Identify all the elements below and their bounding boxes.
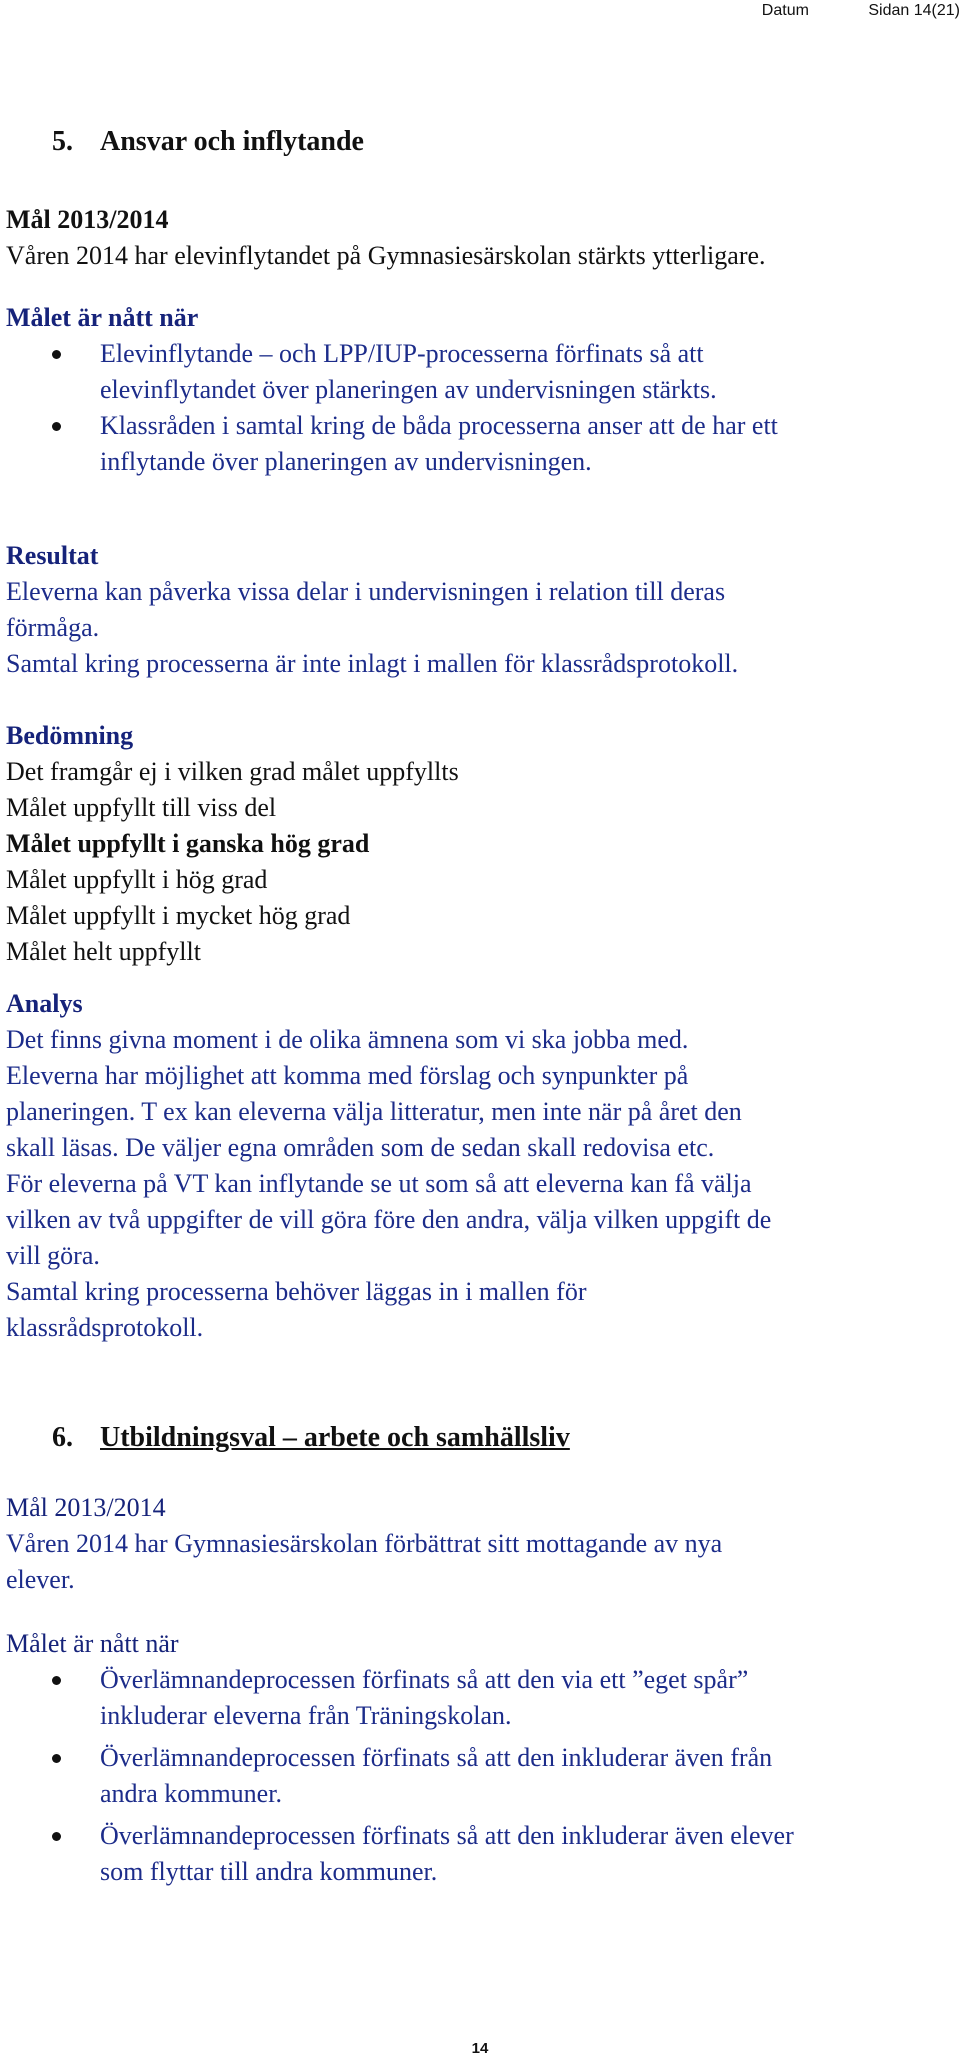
criteria-line: Elevinflytande – och LPP/IUP-processerna förfinats så att (100, 339, 704, 368)
section-5-goal (6, 202, 951, 274)
section-5-heading (52, 126, 364, 158)
analysis-line: Samtal kring processerna behöver läggas in i mallen för (6, 1277, 587, 1306)
section-5-analysis-title: Analys (6, 989, 83, 1018)
section-5-number: 5. (52, 126, 73, 157)
section-5-goal-text: Våren 2014 har elevinflytandet på Gymnasiesärskolan stärkts ytterligare. (6, 241, 766, 270)
result-line: Samtal kring processerna är inte inlagt i mallen för klassrådsprotokoll. (6, 649, 739, 678)
criteria-line: Överlämnandeprocessen förfinats så att den inkluderar även från (100, 1743, 773, 1772)
list-item (6, 1662, 951, 1734)
section-5-criteria (6, 300, 951, 480)
assessment-option: Målet uppfyllt till viss del (6, 793, 277, 822)
section-5-result-title: Resultat (6, 541, 99, 570)
section-6-criteria-list (6, 1662, 951, 1890)
section-6-goal-line: Våren 2014 har Gymnasiesärskolan förbättrat sitt mottagande av nya (6, 1529, 723, 1558)
bullet-icon (52, 350, 61, 359)
result-line: Eleverna kan påverka vissa delar i undervisningen i relation till deras (6, 577, 726, 606)
section-6-criteria (6, 1626, 951, 1890)
criteria-line: Överlämnandeprocessen förfinats så att den inkluderar även elever (100, 1821, 794, 1850)
criteria-line: som flyttar till andra kommuner. (100, 1857, 438, 1886)
analysis-line: För eleverna på VT kan inflytande se ut som så att eleverna kan få välja (6, 1169, 752, 1198)
criteria-line: inflytande över planeringen av undervisningen. (100, 447, 592, 476)
list-item (6, 336, 951, 408)
page-header (762, 2, 960, 20)
result-line: förmåga. (6, 613, 100, 642)
section-6-goal-line: elever. (6, 1565, 75, 1594)
bullet-icon (52, 1832, 61, 1841)
bullet-icon (52, 1676, 61, 1685)
bullet-icon (52, 1754, 61, 1763)
section-5-assessment (6, 718, 951, 970)
analysis-line: Det finns givna moment i de olika ämnena som vi ska jobba med. (6, 1025, 689, 1054)
analysis-line: vill göra. (6, 1241, 100, 1270)
criteria-line: elevinflytandet över planeringen av undervisningen stärkts. (100, 375, 717, 404)
section-5-assessment-title: Bedömning (6, 721, 134, 750)
section-6-goal-title: Mål 2013/2014 (6, 1493, 166, 1522)
analysis-line: planeringen. T ex kan eleverna välja litteratur, men inte när på året den (6, 1097, 742, 1126)
bullet-icon (52, 422, 61, 431)
section-6-criteria-title: Målet är nått när (6, 1629, 179, 1658)
section-6-goal (6, 1490, 951, 1598)
assessment-option: Målet helt uppfyllt (6, 937, 201, 966)
list-item (6, 408, 951, 480)
section-5-criteria-title: Målet är nått när (6, 303, 199, 332)
criteria-line: inkluderar eleverna från Träningskolan. (100, 1701, 512, 1730)
assessment-option: Målet uppfyllt i mycket hög grad (6, 901, 351, 930)
page-number: 14 (471, 2040, 489, 2057)
criteria-line: Överlämnandeprocessen förfinats så att den via ett ”eget spår” (100, 1665, 749, 1694)
section-6-number: 6. (52, 1422, 73, 1453)
header-date: Datum (761, 2, 809, 19)
assessment-option: Målet uppfyllt i hög grad (6, 865, 268, 894)
assessment-option-selected: Målet uppfyllt i ganska hög grad (6, 829, 370, 858)
header-page-count: Sidan 14(21) (868, 2, 960, 19)
section-5-result (6, 538, 951, 682)
criteria-line: andra kommuner. (100, 1779, 282, 1808)
criteria-line: Klassråden i samtal kring de båda processerna anser att de har ett (100, 411, 778, 440)
section-5-analysis (6, 986, 951, 1346)
section-5-title: Ansvar och inflytande (100, 126, 364, 157)
analysis-line: skall läsas. De väljer egna områden som de sedan skall redovisa etc. (6, 1133, 715, 1162)
list-item (6, 1740, 951, 1812)
section-5-criteria-list (6, 336, 951, 480)
assessment-option: Det framgår ej i vilken grad målet uppfyllts (6, 757, 459, 786)
section-6-heading (52, 1422, 570, 1454)
section-5-goal-title: Mål 2013/2014 (6, 205, 169, 234)
analysis-line: klassrådsprotokoll. (6, 1313, 204, 1342)
section-6-title: Utbildningsval – arbete och samhällsliv (100, 1422, 570, 1453)
list-item (6, 1818, 951, 1890)
analysis-line: vilken av två uppgifter de vill göra före den andra, välja vilken uppgift de (6, 1205, 772, 1234)
analysis-line: Eleverna har möjlighet att komma med förslag och synpunkter på (6, 1061, 689, 1090)
